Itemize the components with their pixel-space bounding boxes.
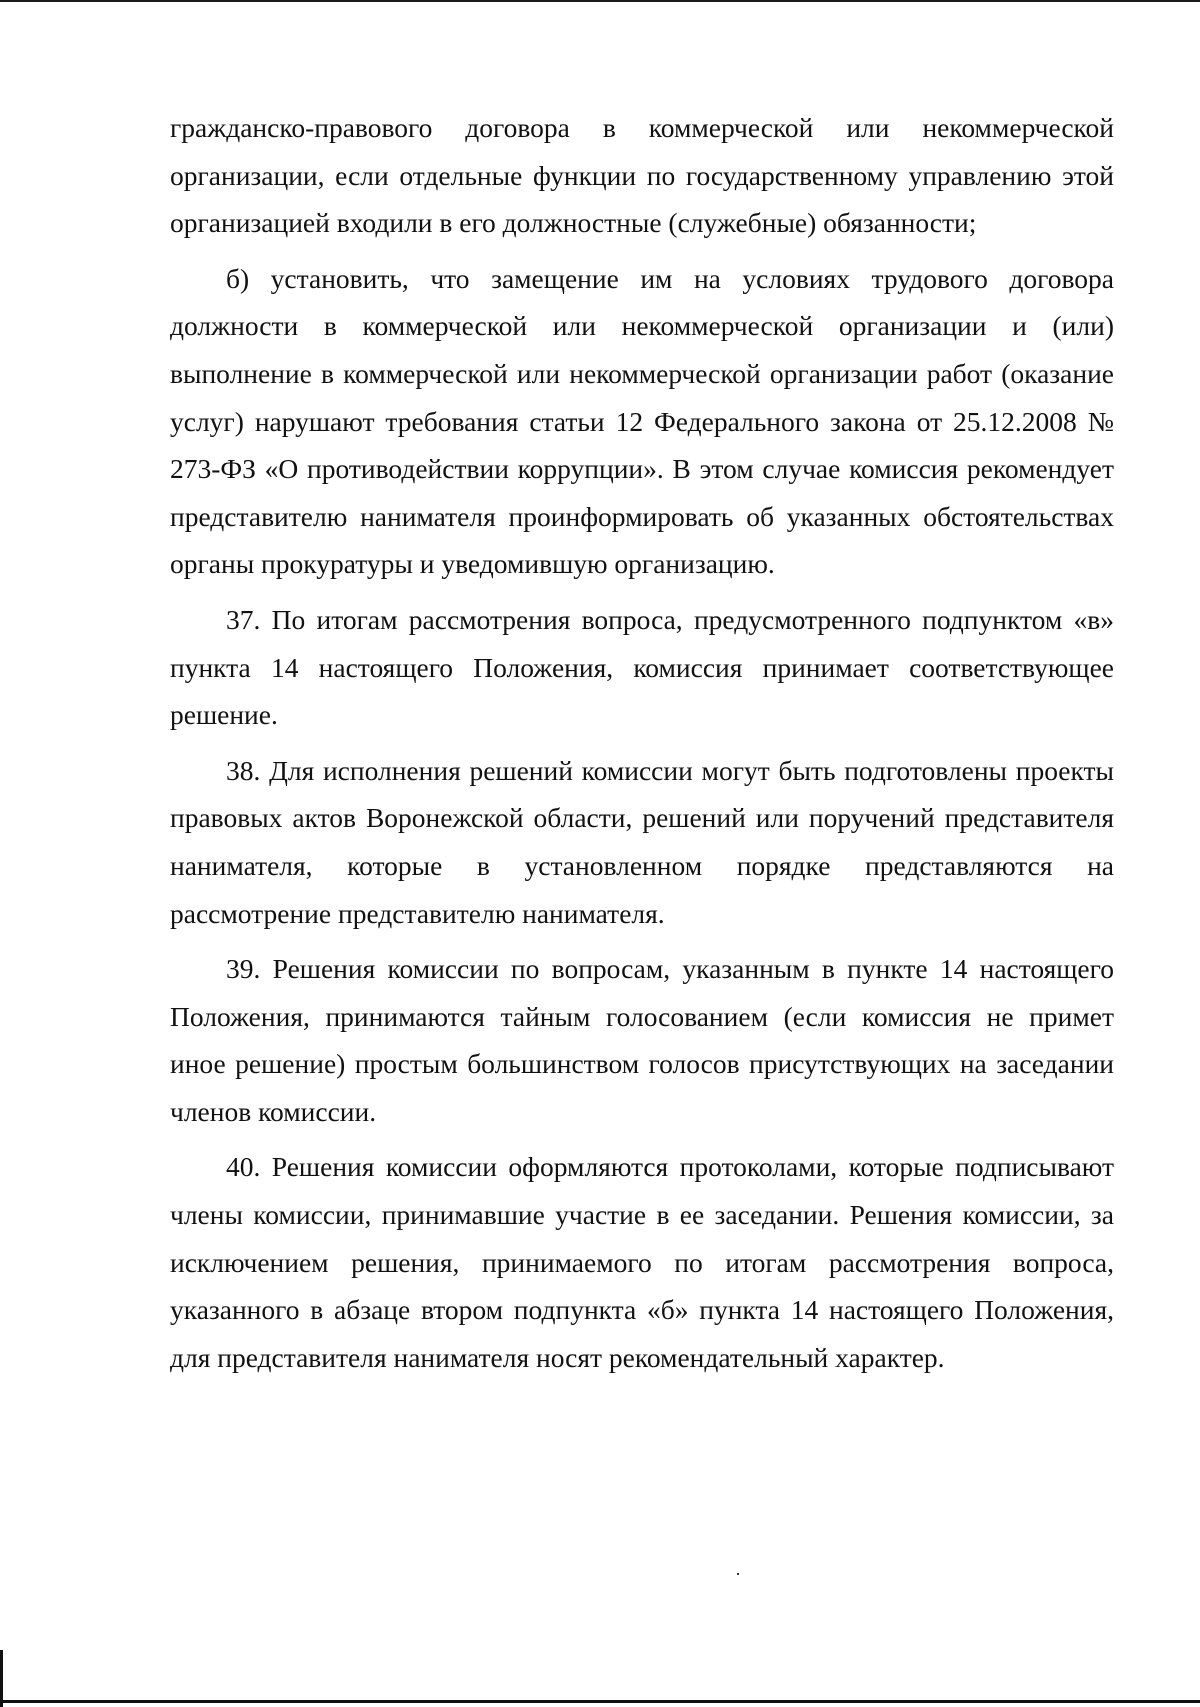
paragraph-38: 38. Для исполнения решений комиссии могут быть подготовлены проекты правовых актов Воронежской области, решений или поручений представителя нанимателя, которые в установленном порядке представляются на рассмотрение представителю нанимателя.	[170, 754, 1114, 929]
scan-edge-corner	[0, 1650, 3, 1707]
paragraph-continuation: гражданско-правового договора в коммерческой или некоммерческой организации, если отдельные функции по государственному управлению этой организацией входили в его должностные (служебные) обязанности;	[170, 112, 1114, 239]
scan-edge-bottom	[0, 1700, 1200, 1703]
paragraph-37: 37. По итогам рассмотрения вопроса, предусмотренного подпунктом «в» пункта 14 настоящего Положения, комиссия принимает соответствующее решение.	[170, 603, 1114, 731]
document-body	[170, 104, 1114, 1389]
paragraph-subpoint-b: б) установить, что замещение им на условиях трудового договора должности в коммерческой или некоммерческой организации и (или) выполнение в коммерческой или некоммерческой организации работ (оказание услуг) нарушают требования статьи 12 Федерального закона от 25.12.2008 № 273-ФЗ «О противодействии коррупции». В этом случае комиссия рекомендует представителю нанимателя проинформировать об указанных обстоятельствах органы прокуратуры и уведомившую организацию.	[170, 262, 1114, 580]
paragraph-40: 40. Решения комиссии оформляются протоколами, которые подписывают члены комиссии, принимавшие участие в ее заседании. Решения комиссии, за исключением решения, принимаемого по итогам рассмотрения вопроса, указанного в абзаце втором подпункта «б» пункта 14 настоящего Положения, для представителя нанимателя носят рекомендательный характер.	[170, 1151, 1114, 1373]
scan-edge-top	[0, 0, 1200, 2]
scan-speck	[737, 1573, 739, 1575]
paragraph-39: 39. Решения комиссии по вопросам, указанным в пункте 14 настоящего Положения, принимаются тайным голосованием (если комиссия не примет иное решение) простым большинством голосов присутствующих на заседании членов комиссии.	[170, 953, 1114, 1127]
